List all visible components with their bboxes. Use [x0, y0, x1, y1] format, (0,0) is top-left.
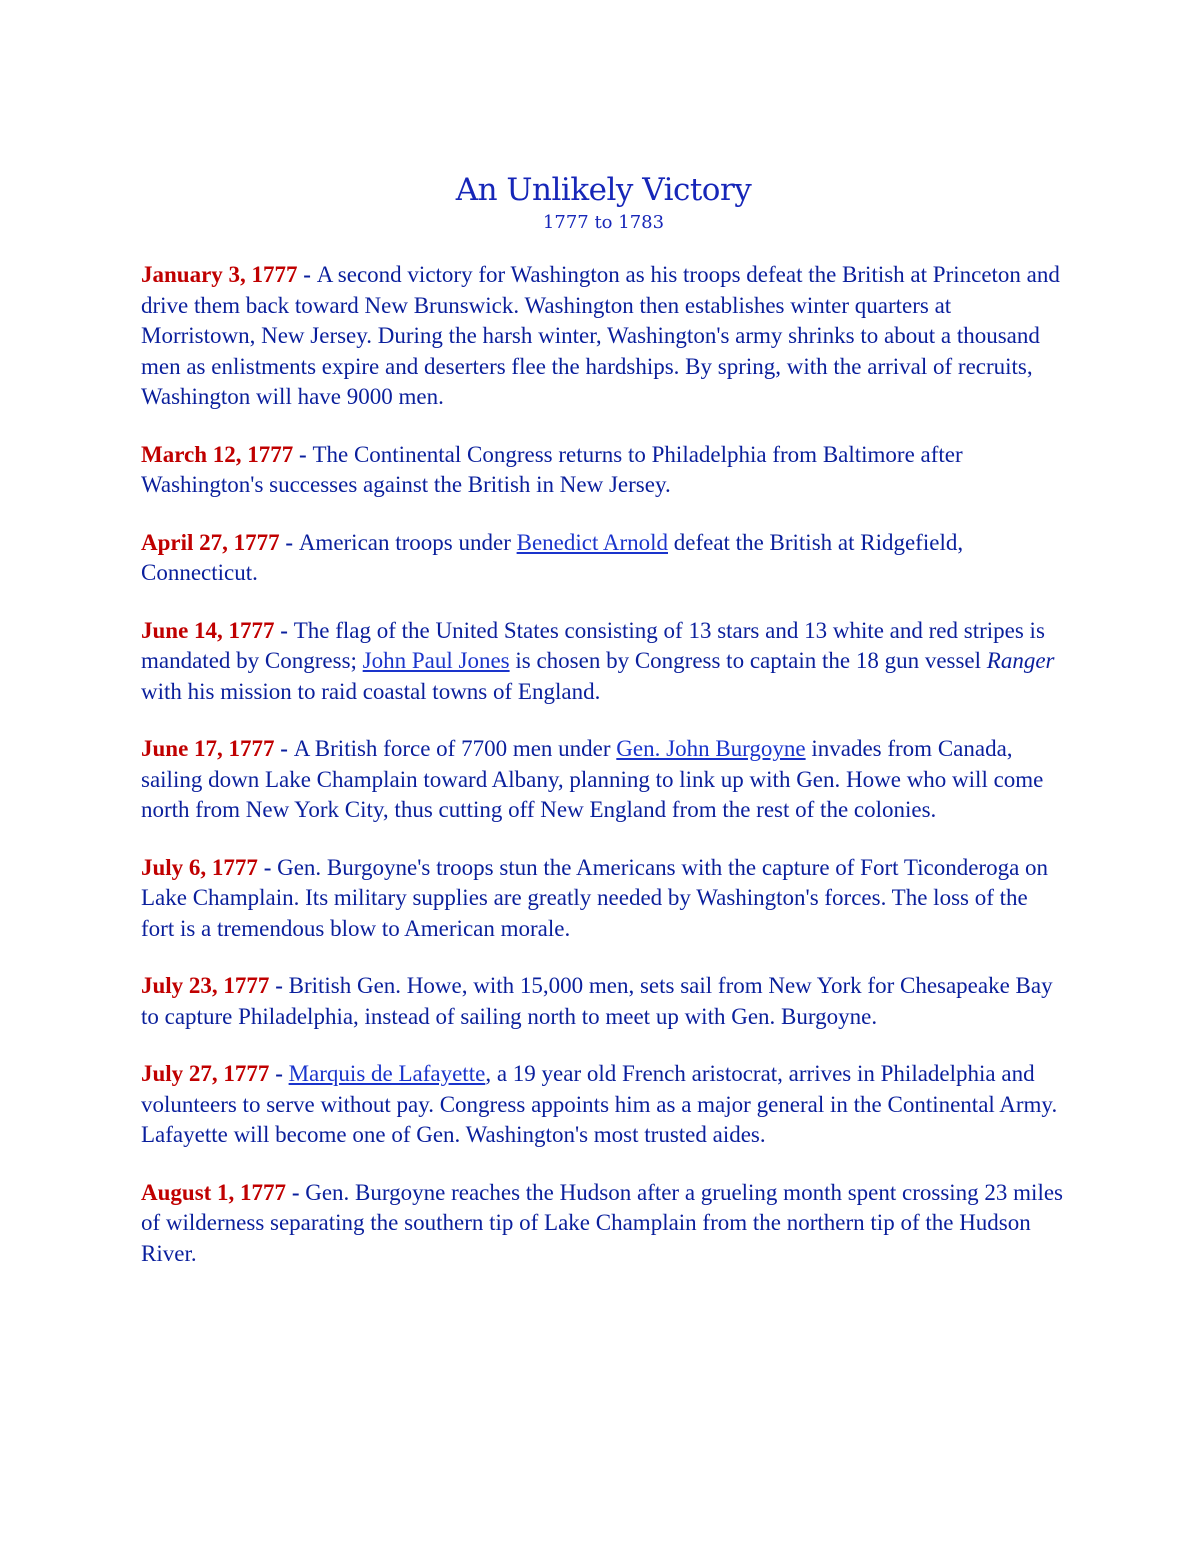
entry-text: Gen. Burgoyne reaches the Hudson after a grueling month spent crossing 23 miles of wilderness separating the southern tip of Lake Champlain from the northern tip of the Hudson River. — [141, 1179, 1063, 1266]
entry-date: March 12, 1777 — [141, 441, 294, 467]
timeline-entry — [141, 734, 1066, 826]
timeline-entry — [141, 260, 1066, 413]
entry-text: A second victory for Washington as his troops defeat the British at Princeton and drive them back toward New Brunswick. Washington then establishes winter quarters at Morristown, New Jersey. During the harsh winter, Washington's army shrinks to about a thousand men as enlistments expire and deserters flee the hardships. By spring, with the arrival of recruits, Washington will have 9000 men. — [141, 262, 1060, 409]
ship-name: Ranger — [986, 648, 1055, 673]
entry-separator: - — [257, 854, 278, 880]
entry-text: American troops under — [298, 529, 517, 555]
document-page — [141, 170, 1066, 1296]
entry-separator: - — [269, 1061, 289, 1086]
timeline-entry — [141, 853, 1066, 945]
benedict-arnold-link[interactable]: Benedict Arnold — [516, 529, 668, 555]
entry-date: June 14, 1777 — [141, 617, 275, 643]
entry-separator: - — [297, 262, 317, 287]
entry-text: A British force of 7700 men under — [293, 736, 617, 761]
entry-separator: - — [286, 1179, 306, 1205]
entry-text: British Gen. Howe, with 15,000 men, sets sail from New York for Chesapeake Bay to capture Philadelphia, instead of sailing north to meet up with Gen. Burgoyne. — [141, 973, 1053, 1029]
entry-separator: - — [279, 529, 299, 555]
entry-date: April 27, 1777 — [141, 529, 280, 555]
john-burgoyne-link[interactable]: Gen. John Burgoyne — [616, 736, 806, 761]
entry-text: is chosen by Congress to captain the 18 gun vessel — [509, 648, 987, 673]
timeline-entry — [141, 971, 1066, 1032]
entry-text: invades from Canada, sailing down Lake Champlain toward Albany, planning to link up with Gen. Howe who will come north from New York City, thus cutting off New England from the rest of the colonies. — [141, 736, 1044, 822]
timeline-entry — [141, 1059, 1066, 1151]
entry-text: defeat the British at Ridgefield, Connecticut. — [141, 529, 964, 585]
entry-date: July 6, 1777 — [141, 854, 258, 880]
page-title: An Unlikely Victory — [455, 172, 752, 208]
entry-separator: - — [293, 441, 313, 467]
entry-text: , a 19 year old French aristocrat, arrives in Philadelphia and volunteers to serve without pay. Congress appoints him as a major general in the Continental Army. Lafayette will become one of Gen. Washington's most trusted aides. — [141, 1061, 1058, 1147]
entry-text: The Continental Congress returns to Philadelphia from Baltimore after Washington's successes against the British in New Jersey. — [141, 441, 963, 497]
timeline-entry — [141, 528, 1066, 589]
entry-text: The flag of the United States consisting of 13 stars and 13 white and red stripes is mandated by Congress; — [141, 617, 1045, 673]
entry-date: June 17, 1777 — [141, 736, 275, 761]
timeline-entry — [141, 616, 1066, 708]
timeline-entry — [141, 440, 1066, 501]
page-subtitle: 1777 to 1783 — [542, 212, 665, 233]
entry-text: Gen. Burgoyne's troops stun the Americans with the capture of Fort Ticonderoga on Lake Champlain. Its military supplies are greatly needed by Washington's forces. The loss of the fort is a tremendous blow to American morale. — [141, 854, 1049, 941]
entry-date: July 27, 1777 — [141, 1061, 270, 1086]
entry-separator: - — [274, 617, 294, 643]
timeline-entry — [141, 1178, 1066, 1270]
entry-text: with his mission to raid coastal towns of England. — [141, 678, 601, 704]
marquis-de-lafayette-link[interactable]: Marquis de Lafayette — [288, 1061, 486, 1086]
entry-date: January 3, 1777 — [141, 262, 298, 287]
entry-separator: - — [274, 736, 294, 761]
entry-date: August 1, 1777 — [141, 1179, 287, 1205]
entry-date: July 23, 1777 — [141, 973, 270, 998]
title-block — [141, 170, 1066, 236]
entry-separator: - — [269, 973, 289, 998]
john-paul-jones-link[interactable]: John Paul Jones — [362, 648, 510, 673]
